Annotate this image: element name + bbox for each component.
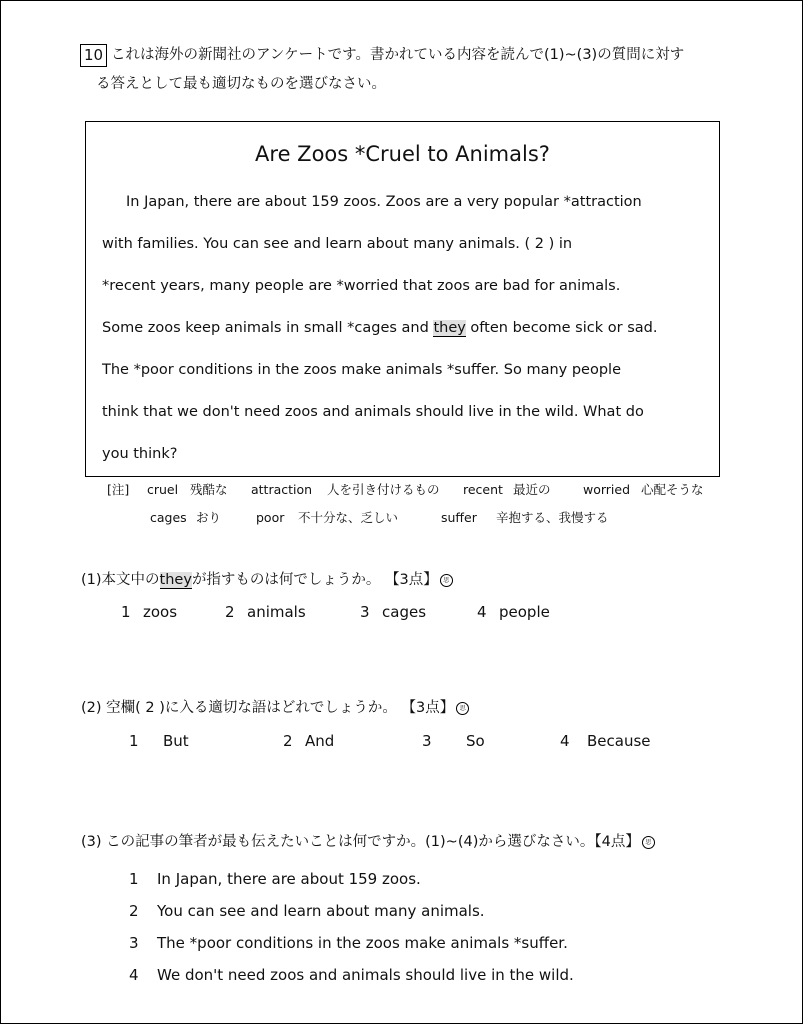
option-number: 4 [560,732,570,750]
passage-title: Are Zoos *Cruel to Animals? [255,142,550,166]
option-number: 4 [477,603,487,621]
option-number: 4 [129,966,139,984]
question-1-start: (1)本文中の [81,572,160,588]
option-text: zoos [143,603,178,621]
gloss-word: poor [256,510,285,525]
option-text: cages [382,603,427,621]
option-number: 3 [129,934,139,952]
question-1-text [81,570,453,590]
q1-option-3[interactable] [360,602,426,622]
gloss-meaning: おり [196,510,222,525]
option-text: The *poor conditions in the zoos make animals *suffer. [157,934,568,952]
q3-option-2[interactable] [129,901,485,921]
q1-option-4[interactable] [477,602,550,622]
option-number: 2 [283,732,293,750]
option-text: You can see and learn about many animals. [157,902,485,920]
q3-option-3[interactable] [129,933,568,953]
question-1-end: が指すものは何でしょうか。 【3点】 [191,572,438,588]
gloss-meaning: 辛抱する、我慢する [496,510,609,525]
option-number: 2 [129,902,139,920]
question-2-text [81,698,469,718]
question-1-highlight: they [159,572,192,588]
gloss-word: recent [463,482,503,497]
option-text: In Japan, there are about 159 zoos. [157,870,421,888]
option-text: people [499,603,550,621]
glossary-label: [注] [107,482,130,497]
q3-option-1[interactable] [129,869,421,889]
thinking-stamp-icon: 思 [440,574,453,587]
gloss-meaning: 人を引き付けるもの [327,482,440,497]
option-number: 2 [225,603,235,621]
option-text: So [466,732,485,750]
gloss-meaning: 最近の [513,482,551,497]
option-text: Because [587,732,651,750]
option-number: 1 [129,732,139,750]
gloss-word: cruel [147,482,179,497]
gloss-word: suffer [441,510,477,525]
question-number-box: 10 [80,44,107,67]
option-text: But [163,732,189,750]
gloss-word: worried [583,482,631,497]
passage-line-1: In Japan, there are about 159 zoos. Zoos are a very popular *attraction [126,194,642,210]
q1-option-1[interactable] [121,602,177,622]
option-text: And [305,732,335,750]
q2-option-1[interactable] [129,731,189,751]
passage-line-4-end: often become sick or sad. [465,320,658,336]
passage-line-5: The *poor conditions in the zoos make animals *suffer. So many people [102,362,622,378]
question-3-body: (3) この記事の筆者が最も伝えたいことは何ですか。(1)~(4)から選びなさい。【4点】 [81,834,640,850]
thinking-stamp-icon: 思 [456,702,469,715]
instruction-line-1: これは海外の新聞社のアンケートです。書かれている内容を読んで(1)~(3)の質問に対す [111,47,685,63]
q2-option-3[interactable] [422,731,485,751]
option-number: 3 [360,603,370,621]
thinking-stamp-icon: 思 [642,836,655,849]
q3-option-4[interactable] [129,965,574,985]
question-3-text [81,832,655,852]
gloss-meaning: 不十分な、乏しい [298,510,399,525]
option-number: 1 [129,870,139,888]
passage-line-7: you think? [102,446,178,462]
passage-line-6: think that we don't need zoos and animals should live in the wild. What do [102,404,644,420]
option-text: We don't need zoos and animals should live in the wild. [157,966,574,984]
gloss-word: attraction [251,482,313,497]
gloss-meaning: 心配そうな [641,482,704,497]
gloss-meaning: 残酷な [190,482,228,497]
q2-option-2[interactable] [283,731,334,751]
q1-option-2[interactable] [225,602,306,622]
passage-line-3: *recent years, many people are *worried that zoos are bad for animals. [102,278,621,294]
instruction-line-2: る答えとして最も適切なものを選びなさい。 [96,76,386,92]
highlighted-word-they: they [433,320,466,336]
passage-line-4-start: Some zoos keep animals in small *cages and [102,320,434,336]
question-2-body: (2) 空欄( 2 )に入る適切な語はどれでしょうか。 【3点】 [81,700,455,716]
q2-option-4[interactable] [560,731,651,751]
passage-line-4 [102,318,657,338]
gloss-word: cages [150,510,187,525]
option-number: 3 [422,732,432,750]
reading-passage-box [85,121,720,477]
passage-line-2: with families. You can see and learn about many animals. ( 2 ) in [102,236,573,252]
option-number: 1 [121,603,131,621]
option-text: animals [247,603,306,621]
